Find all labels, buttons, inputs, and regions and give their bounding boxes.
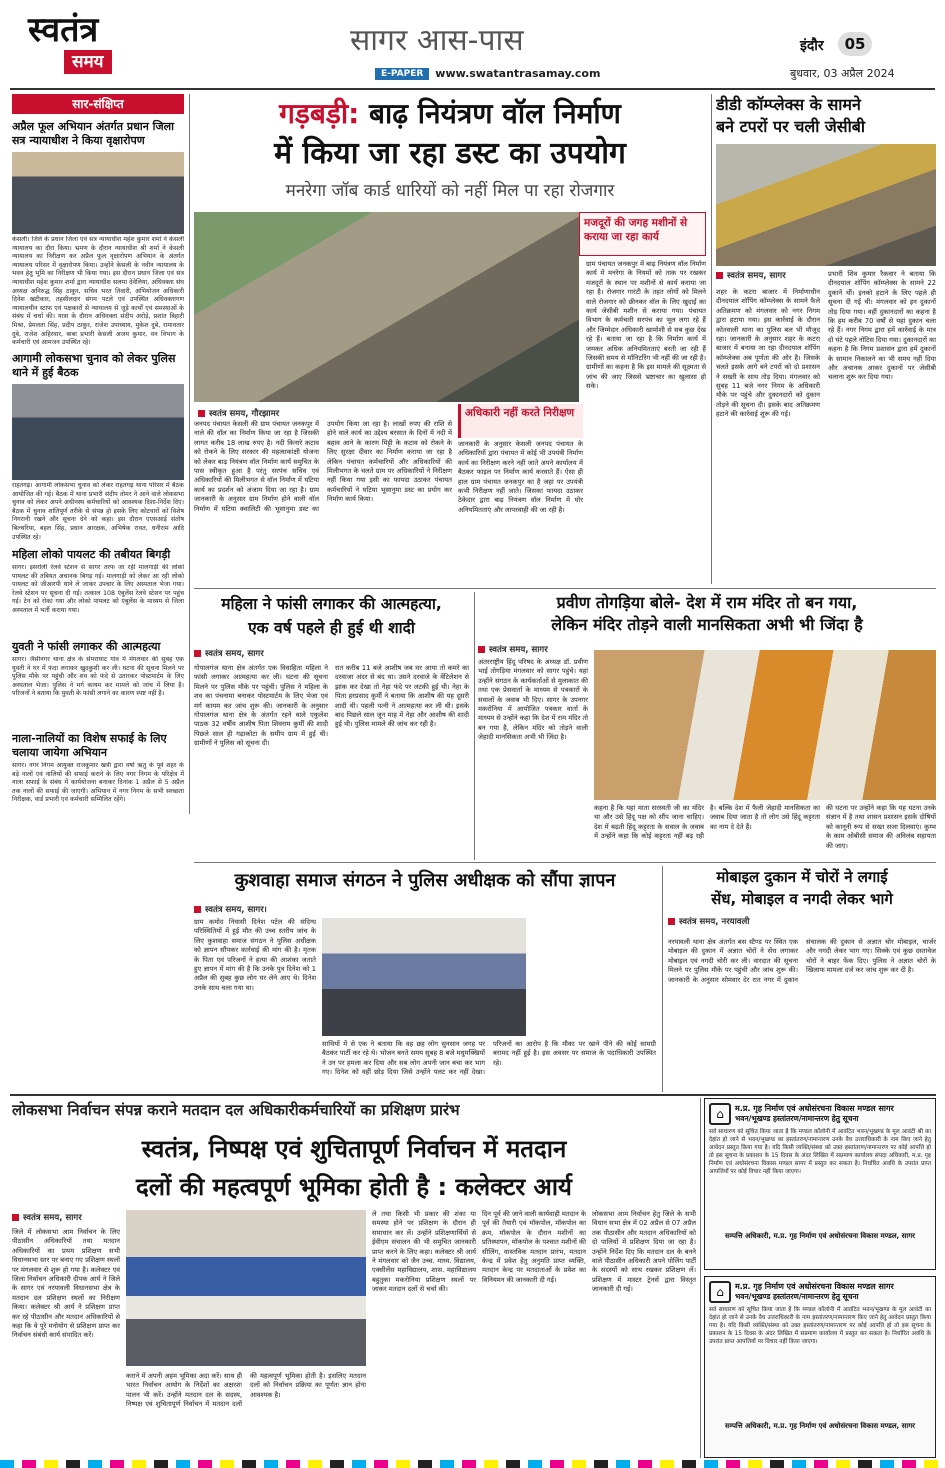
notice-2-title: म.प्र. गृह निर्माण एवं अधोसंरचना विकास मण्डल सागर	[735, 1282, 894, 1291]
jcb-headline-line2[interactable]: बने टपरों पर चली जेसीबी	[716, 117, 866, 136]
kushwaha-body-1: ग्राम कमोद निवासी दिनेश पटेल की संदिग्ध परिस्थितियों में हुई मौत की उच्च स्तरीय जांच के लिए कुशवाहा समाज संगठन ने पुलिस अधीक्षक को ज्ञापन सौंपकर कार्रवाई की मांग की है। मृतक के पिता एवं परिजनों ने हत्या की आशंका जताते हुए ज्ञापन में मांग की है कि उनके पुत्र दिनेश को 1 अप्रैल की सुबह कुछ लोग घर लेने आए थे। दिनेश उनके साथ चला गया था।	[194, 918, 316, 992]
mobile-headline-line2[interactable]: सेंध, मोबाइल व नगदी लेकर भागे	[711, 890, 893, 908]
kushwaha-byline	[194, 904, 656, 915]
notice-1-subtitle: भवन/भूखण्ड हस्तांतरण/नामान्तरण हेतु सूचना	[735, 1114, 859, 1123]
election-body-3: ले तथा किसी भी प्रकार की शंका या समस्या होने पर प्रशिक्षण के दौरान ही समाधान कर लें। उन्होंने प्रशिक्षणार्थियों से ईवीएम संचालन की भी समुचित जानकारी प्राप्त करने के लिए कहा। कलेक्टर श्री आर्य ने मंगलवार को जैन उच्च. माध्य. विद्यालय, एक्सीलेंस महाविद्यालय, शास. महाविद्यालय बहुतुका मकरोनिया प्रशिक्षण स्थलों पर जाकर मतदान दलों से चर्चा की।	[372, 1210, 476, 1294]
lead-body-2: जानकारी के अनुसार केसली जनपद पंचायत के अधिकारियों द्वारा पंचायत में कोई भी उपयंत्री निर्माण कार्य का निरीक्षण करने नहीं जाते अपने कार्यालय में बैठकर फाइल पर निर्माण कार्य करवाते हैं। ऐसा ही हाल ग्राम पंचायत जनकपुर का है जहां पर उपयंत्री कभी निरीक्षण नहीं जाते। जिसका फायदा उठाकर ठेकेदार द्वारा बाढ़ नियंत्रण वॉल निर्माण में घोर अनियमितताएं और लापरवाही की जा रही है।	[458, 440, 583, 514]
notice-1-signature: सम्पत्ति अधिकारी, म.प्र. गृह निर्माण एवं अधोसंरचना विकास मण्डल, सागर	[724, 1232, 916, 1240]
mobile-story	[668, 866, 936, 1090]
suicide-headline-line1[interactable]: महिला ने फांसी लगाकर की आत्महत्या,	[221, 595, 442, 613]
notice-2	[704, 1276, 936, 1458]
police-meeting-photo	[12, 384, 184, 480]
suicide-story	[194, 592, 469, 858]
sidebar-item-4-headline[interactable]: युवती ने फांसी लगाकर की आत्महत्या	[12, 640, 161, 653]
togadia-photo	[594, 650, 936, 800]
lead-headline-text1: बाढ़ नियंत्रण वॉल निर्माण	[369, 97, 621, 130]
masthead	[0, 0, 945, 88]
notice-2-subtitle: भवन/भूखण्ड हस्तांतरण/नामान्तरण हेतु सूचना	[735, 1292, 859, 1301]
lead-body-3: ग्राम पंचायत जनकपुर में बाढ़ नियंत्रण वॉल निर्माण कार्य में मनरेगा के नियमों को ताक पर रखकर मजदूरों के स्थान पर मशीनों से कार्य कराया जा रहा है। रोजगार गारंटी के तहत लोगों को मिलने वाले रोजगार को छीनकर वॉल के लिए खुदाई का कार्य जेसीबी मशीन से कराया गया। पंचायत विभाग के कर्मचारी सरपंच का भूल लगा रहे हैं और जिम्मेदार अधिकारी खामोशी से सब कुछ देख रहे हैं। बताया जा रहा है कि निर्माण कार्य में जमकर अधिक अनियमितताएं बरती जा रही हैं जिसकी समय से मॉनिटरिंग भी नहीं की जा रही है। ग्रामीणों का कहना है कि इस मामले की सूक्ष्मता से जांच की जाए जिससे भ्रष्टाचार का खुलासा हो सके।	[586, 260, 706, 391]
togadia-body-2: कहना है कि यहां माता सरस्वती जी का मंदिर था और उसे हिंदू पक्ष को सौंप जाना चाहिए। देश में बढ़ती हिंदू कट्टरता के सवाल के जवाब में उन्होंने कहा कि कोई कट्टरता नहीं बढ़ रही है। बल्कि देश में फैली जेहादी मानसिकता का जवाब दिया जाता है तो लोग उसे हिंदू कट्टरता का नाम दे देते हैं।	[594, 804, 820, 841]
election-headline-line1[interactable]: स्वतंत्र, निष्पक्ष एवं शुचितापूर्ण निर्वाचन में मतदान	[141, 1135, 567, 1163]
jcb-headline-line1[interactable]: डीडी कॉम्प्लेक्स के सामने	[716, 95, 861, 114]
sidebar-divider	[189, 94, 190, 814]
notices-divider	[700, 1098, 701, 1458]
lead-story	[194, 94, 706, 584]
kushwaha-byline-text: स्वतंत्र समय, सागर।	[205, 905, 267, 915]
sidebar-item-1-body: केसली। जिले के प्रधान जिला एवं सत्र न्यायाधीश महेश कुमार शर्मा ने केसली न्यायालय का दौरा किया। भ्रमण के दौरान न्यायाधीश श्री शर्मा ने केसली न्यायालय का निरीक्षण कर अप्रैल फूल वृक्षारोपण अभियान के अंतर्गत न्यायालय परिसर में वृक्षारोपण किया। उन्होंने केसली के नवीन न्यायालय के भवन हेतु भूमि का निरीक्षण भी किया गया। इस दौरान प्रधान जिला एवं सत्र न्यायाधीश महेश कुमार शर्मा द्वारा न्यायाधीश सलमा देवेलिया, अधिवक्ता संघ अध्यक्ष अनिरुद्ध सिंह ठाकुर, सचिव भरत तिवारी, अभियोजन अधिकारी दिनेश खटीकार, तहसीलदार संगम पटले एवं उपस्थित अधिवक्तागण न्यायालयीन स्टाफ एवं पक्षकारों से न्यायालय से जुड़े कार्यों एवं समस्याओं के संबंध में चर्चा की। यात्रा के दौरान अधिवक्ता संदीप अरोड़े, प्रशांत बिहारी मिश्रा, प्रेमलता सिंह, प्रदीप ठाकुर, राजेश उपाध्याय, मुकेश दुबे, रामावतार दुबे, राजेश अहिरवार, बाबा प्रभारी केसली अजय कुमार, वन विभाग के कर्मचारी एवं आमजन उपस्थित रहे।	[12, 236, 184, 346]
jcb-story	[716, 94, 936, 584]
date-line: बुधवार, 03 अप्रैल 2024	[790, 67, 895, 80]
byline-marker-icon	[716, 272, 723, 279]
notice-2-body: सर्व साधारण को सूचित किया जाता है कि मण्डल कॉलोनी में आवंटित भवन/भूखण्ड के मूल आवंटी का देहांत हो जाने से उनके वैध उत्तराधिकारी के नाम हस्तांतरण/नामान्तरण किए जाने हेतु आवेदन प्रस्तुत किया गया है। यदि किसी व्यक्ति/संस्था को उक्त हस्तांतरण/नामान्तरण पर कोई आपत्ति हो तो इस सूचना के प्रकाशन के 15 दिवस के अंदर लिखित में सप्रमाण कार्यालय में प्रस्तुत कर सकता है। निर्धारित अवधि के उपरांत प्राप्त आपत्तियों पर विचार नहीं किया जाएगा।	[709, 1307, 931, 1345]
suicide-divider	[474, 592, 475, 860]
election-body-2: कराने में अपनी अहम भूमिका अदा करें। साथ ही भारत निर्वाचन आयोग के निर्देशों का अक्षरशः पालन भी करें। उन्होंने मतदान दल के सदस्य, निष्पक्ष एवं शुचितापूर्ण निर्वाचन में मतदान दलों की महत्वपूर्ण भूमिका होती है। इसलिए मतदान दलों को निर्वाचन प्रक्रिया का पूर्णतः ज्ञान होना आवश्यक है।	[126, 1372, 366, 1409]
sidebar	[12, 94, 184, 812]
kushwaha-headline[interactable]: कुशवाहा समाज संगठन ने पुलिस अधीक्षक को सौंपा ज्ञापन	[234, 870, 616, 891]
lead-kicker: गड़बड़ी:	[279, 97, 360, 130]
mobile-headline-line1[interactable]: मोबाइल दुकान में चोरों ने लगाई	[716, 868, 888, 886]
row-rule-2	[194, 862, 936, 863]
lead-headline-line1[interactable]	[194, 94, 706, 134]
togadia-body-3: की घटना पर उन्होंने कहा कि यह घटना उनके संज्ञान में है तथा शासन प्रशासन इसके दोषियों को कानूनी रूप से सख्त सजा दिलवाएं। कुम्भ के काम ओबीसी समाज की अविलंब सहायता की जाए।	[826, 804, 936, 850]
lead-photo	[194, 212, 579, 402]
togadia-headline-line1[interactable]: प्रवीण तोगड़िया बोले- देश में राम मंदिर तो बन गया,	[556, 593, 858, 612]
sidebar-item-3-headline[interactable]: महिला लोको पायलट की तबीयत बिगड़ी	[12, 548, 171, 561]
sidebar-header: सार-संक्षिप्त	[12, 94, 184, 114]
city-label: इंदौर	[800, 38, 824, 54]
byline-marker-icon	[478, 646, 485, 653]
suicide-headline-line2[interactable]: एक वर्ष पहले ही हुई थी शादी	[248, 619, 415, 637]
suicide-byline	[194, 648, 469, 659]
suicide-byline-text: स्वतंत्र समय, सागर	[205, 649, 264, 659]
byline-marker-icon	[12, 1214, 19, 1221]
election-kicker: लोकसभा निर्वाचन संपन्न कराने मतदान दल अधिकारीकर्मचारियों का प्रशिक्षण प्रारंभ	[12, 1101, 460, 1119]
page-number: 05	[838, 32, 872, 56]
kushwaha-divider	[662, 866, 663, 1092]
row-rule-1	[194, 588, 936, 589]
jcb-photo	[716, 144, 936, 266]
togadia-headline-line2[interactable]: लेकिन मंदिर तोड़ने वाली मानसिकता अभी भी जिंदा है	[551, 615, 863, 634]
notice-1-title: म.प्र. गृह निर्माण एवं अधोसंरचना विकास मण्डल सागर	[735, 1104, 894, 1113]
lead-byline	[198, 408, 279, 419]
notice-1	[704, 1098, 936, 1270]
logo-bottom-text: समय	[64, 50, 112, 74]
court-photo	[12, 152, 184, 234]
byline-marker-icon	[668, 918, 675, 925]
sidebar-item-4-body: सागर। जैसीनगर थाना क्षेत्र के सेमराघाट गांव में मंगलवार की सुबह एक युवती ने घर में फंदा लगाकर खुदकुशी कर ली। घटना की सूचना मिलने पर पुलिस मौके पर पहुंची और शव को फंदे से उतारकर पोस्टमार्टम के लिए अस्पताल भेजा। पुलिस ने मर्ग कायम कर मामले को जांच में लिया है। परिजनों ने बताया कि युवती के फांसी लगाने का कारण स्पष्ट नहीं है।	[12, 656, 184, 698]
togadia-byline-text: स्वतंत्र समय, सागर	[489, 645, 548, 655]
election-byline	[12, 1212, 82, 1223]
election-body-5: लोकसभा आम निर्वाचन हेतु जिले के सभी विधान सभा क्षेत्र में 02 अप्रैल से 07 अप्रैल तक पीठासीन और मतदान अधिकारियों को दो पालियों में प्रशिक्षण दिया जा रहा है। उन्होंने निर्देश दिए कि मतदान दल के बनने वाले पीठासीन अधिकारी अपने पोलिंग पार्टी के सदस्यों को साथ रखकर प्रशिक्षण लें। प्रशिक्षण में मास्टर ट्रेनर्स द्वारा विस्तृत जानकारी दी गई।	[592, 1210, 696, 1294]
byline-marker-icon	[194, 650, 201, 657]
togadia-story	[478, 592, 936, 858]
kushwaha-body-2: साथियों में से एक ने बताया कि वह छह लोग सुनसान जगह पर बैठकर पार्टी कर रहे थे। भोजन बनते समय सुबह 8 बजे मधुमक्खियों ने उन पर हमला कर दिया और सब लोग अपनी जान बचा कर भाग गए। दिनेश को वहीं छोड़ दिया जिसे उन्होंने पलट कर नहीं देखा। परिजनों का आरोप है कि मौका पर खाने पीने की कोई सामग्री बरामद नहीं हुई है। इस अवसर पर समाज के पदाधिकारी उपस्थित रहे।	[322, 1040, 656, 1077]
suicide-body-2: रात करीब 11 बजे आशीष जब घर आया तो कमरे का दरवाजा अंदर से बंद था। उसने दरवाजे के वेंटिलेशन से झांक कर देखा तो नेहा फंदे पर लटकी हुई थी। नेहा के पिता हरप्रसाद कुर्मी ने बताया कि आशीष की यह दूसरी शादी थी। पहली पत्नी ने आत्महत्या कर ली थी। इसके बाद पिछले साल जून माह में नेहा और आशीष की शादी हुई थी। पुलिस मामले की जांच कर रही है।	[335, 664, 469, 729]
election-photo	[126, 1210, 366, 1366]
epaper-label: E-PAPER	[375, 68, 429, 80]
sidebar-item-3-body: सागर। इसरोली रेलवे स्टेशन से सागर तरफ जा रही मालगाड़ी की लोको पायलट की तबियत अचानक बिगड़ गई। मालगाड़ी को लेकर आ रही लोको पायलट को जीआरपी थाने ले जाकर उपचार के लिए अस्पताल भेजा गया। रेलवे स्टेशन पर सूचना दी गई। तत्काल 108 एंबुलेंस रेलवे स्टेशन पर पहुंच गई। टेन को रोका गया और लोको पायलट को एंबुलेंस के माध्यम से जिला अस्पताल में भर्ती कराया गया।	[12, 564, 184, 614]
kushwaha-story	[194, 866, 656, 1090]
housing-board-logo-icon: ⌂	[709, 1281, 731, 1303]
masthead-rule	[10, 88, 935, 90]
byline-marker-icon	[198, 410, 205, 417]
lead-divider	[711, 94, 712, 584]
lead-headline-line2[interactable]: में किया जा रहा डस्ट का उपयोग	[274, 136, 626, 171]
website-link[interactable]: www.swatantrasamay.com	[435, 67, 601, 80]
notice-1-body: सर्व साधारण को सूचित किया जाता है कि मण्डल कॉलोनी में आवंटित भवन/भूखण्ड के मूल आवंटी श्री का देहांत हो जाने से भवन/भूखण्ड का हस्तांतरण/नामान्तरण उनके वैध उत्तराधिकारी के नाम किए जाने हेतु आवेदन प्रस्तुत किया गया है। यदि किसी व्यक्ति/संस्था को उक्त हस्तांतरण/नामान्तरण पर कोई आपत्ति हो तो इस सूचना के प्रकाशन के 15 दिवस के अंदर लिखित में सप्रमाण कार्यालय संपदा अधिकारी, म.प्र. गृह निर्माण एवं अधोसंरचना विकास मण्डल सागर में प्रस्तुत कर सकता है। निर्धारित अवधि के उपरांत प्राप्त आपत्तियों पर कोई विचार नहीं किया जाएगा।	[709, 1129, 931, 1175]
section-title: सागर आस-पास	[350, 23, 524, 58]
election-headline-line2[interactable]: दलों की महत्वपूर्ण भूमिका होती है : कलेक्टर आर्य	[136, 1173, 572, 1201]
jcb-body-1: शहर के कटरा बाजार में निर्माणाधीन दीनदयाल शॉपिंग कॉम्प्लेक्स के सामने फैले अतिक्रमण को मंगलवार को नगर निगम द्वारा हटाया गया। इस कार्रवाई के दौरान कोतवाली थाना का पुलिस बल भी मौजूद रहा। जानकारी के अनुसार शहर के कटरा बाजार में बनाया जा रहा दीनदयाल शॉपिंग कॉम्प्लेक्स अब पूर्णता की ओर है। जिसके चलते इसके आगे बने टपरों को दो प्रशासन ने सख्ती के साथ तोड़ दिया। मंगलवार को सुबह 11 बजे नगर निगम के अधिकारी मौके पर पहुंचे और दुकानदारों को दुकान तोड़ने की सूचना दी। इसके बाद अतिक्रमण हटाने की कार्रवाई शुरू की गई।	[716, 288, 820, 419]
kushwaha-photo	[322, 918, 526, 1036]
lead-byline-text: स्वतंत्र समय, गौरझामर	[209, 409, 280, 419]
epaper-bar	[375, 66, 765, 81]
election-body-4: दिन पूर्व की जाने वाली कार्यवाही मतदान के पूर्व की तैयारी एवं मॉकपोल, मॉकपोल का क्रम, मॉकपोल के दौरान मशीनों का प्रतिस्थापन, मॉकपोल के पश्चात मशीनों की सीलिंग, वास्तविक मतदान प्रारंभ, मतदान केन्द्र में प्रवेश हेतु अनुमति प्राप्त व्यक्ति, मतदान केन्द्र पर मतदाताओं के प्रवेश का विनियमन की जानकारी दी गई।	[482, 1210, 586, 1284]
election-story	[12, 1098, 696, 1458]
mobile-body: नरयावली थाना क्षेत्र अंतर्गत बस स्टैण्ड पर स्थित एक मोबाइल की दुकान में अज्ञात चोरों ने सेंध लगाकर मोबाइल एवं नगदी चोरी कर ली। वारदात की सूचना मिलने पर पुलिस मौके पर पहुंची और जांच शुरू की। जानकारी के अनुसार सोमवार देर रात नगर में दुकान संचालक की दुकान से अज्ञात चोर मोबाइल, चार्जर और नगदी लेकर भाग गए। सिक्के एवं कुछ दस्तावेज चोरों ने बाहर फेंक दिए। पुलिस ने अज्ञात चोरों के खिलाफ मामला दर्ज कर जांच शुरू कर दी है।	[668, 938, 936, 984]
lead-body-1: जनपद पंचायत केसली की ग्राम पंचायत जनकपुर में नाले की वॉल का निर्माण किया जा रहा है जिसकी लागत करीब 18 लाख रुपए है। नदी किनारे कटाव को रोकने के लिए सरकार की महत्वाकांक्षी योजना को लेकर बाढ़ नियंत्रण वॉल निर्माण कार्य समुचित के पास स्वीकृत हुआ है परंतु सरपंच सचिव एवं अधिकारियों की मिलीभगत से वॉल निर्माण में घटिया कार्य का प्रदर्शन को अंजाम दिया जा रहा है। ग्राम जानकारी के अनुसार ग्राम निर्माण होने वाली वॉल निर्माण में घटिया क्वालिटी की भूसानुमा डस्ट का उपयोग किया जा रहा है। लाखों रुपए की राशि से होने वाले कार्य का उद्देश्य बरसात के दिनों में नदी में बहाव आने के कारण मिट्टी के कटाव को रोकने के लिए सुरक्षा दीवार का निर्माण कराया जा रहा है लेकिन पंचायत कर्मचारियों और अधिकारियों की मिलीभगत के चलते ग्राम पर अधिकारियों ने निरीक्षण नहीं किया गया इसी का फायदा उठाकर पंचायत कर्मचारियों ने घटिया भूसानुमा डस्ट का प्रयोग कर निर्माण कार्य किया।	[194, 420, 452, 513]
lead-photo-caption: मजदूरों की जगह मशीनों से कराया जा रहा कार्य	[579, 212, 706, 256]
row-rule-3	[10, 1094, 936, 1096]
byline-marker-icon	[194, 906, 201, 913]
sidebar-item-2-headline[interactable]: आगामी लोकसभा चुनाव को लेकर पुलिस थाने में हुई बैठक	[12, 352, 176, 379]
notice-2-signature: सम्पत्ति अधिकारी, म.प्र. गृह निर्माण एवं अधोसंरचना विकास मण्डल, सागर	[724, 1422, 916, 1430]
jcb-byline-text: स्वतंत्र समय, सागर	[727, 271, 786, 281]
lead-subhead: मनरेगा जॉब कार्ड धारियों को नहीं मिल पा रहा रोजगार	[285, 181, 615, 201]
logo[interactable]	[28, 10, 138, 80]
lead-side-box-title: अधिकारी नहीं करते निरीक्षण	[458, 404, 583, 438]
jcb-body-2: प्रभारी शिव कुमार रैकवार ने बताया कि दीनदयाल शॉपिंग कॉम्प्लेक्स के सामने 22 दुकानें थीं। इनको हटाने के लिए पहले ही सूचना दी गई थी। मंगलवार को इन दुकानों तोड़ दिया गया। वहीं दुकानदारों का कहना है कि हम करीब 70 वर्षों से यहां दुकान चला रहे हैं। नगर निगम द्वारा हमें कार्रवाई के मात्र दो घंटे पहले नोटिस दिया गया। दुकानदारों का कहना है कि निगम प्रशासन द्वारा हमें दुकानों के सामान निकालने का भी समय नहीं दिया और अचानक आकर दुकानों पर जेसीबी चलाना शुरू कर दिया गया।	[828, 270, 936, 382]
housing-board-logo-icon: ⌂	[709, 1103, 731, 1125]
suicide-body-1: गोपालगंज थाना क्षेत्र अंतर्गत एक विवाहिता महिला ने फांसी लगाकर आत्महत्या कर ली। घटना की सूचना मिलने पर पुलिस मौके पर पहुंची। पुलिस ने महिला के शव का पंचनामा बनाकर पोस्टमार्टम के लिए भेजा एवं मर्ग कायम कर जांच शुरू की। जानकारी के अनुसार गोपालगंज थाना क्षेत्र के अंतर्गत रहने वाले एकुलेश पाठक 32 वर्षीय आशीष पिता शिवराम कुर्मी की शादी पिछले साल ही गढ़ाकोटा के समीप ग्राम में हुई थी। ग्रामीणों ने पुलिस को सूचना दी।	[194, 664, 328, 748]
mobile-byline	[668, 916, 936, 927]
election-body-1: जिले में लोकसभा आम निर्वाचन के लिए पीठासीन अधिकारियों तथा मतदान अधिकारियों का प्रथम प्रशिक्षण सभी विधानसभा स्तर पर बनाए गए प्रशिक्षण स्थलों पर मंगलवार से शुरू हो गया है। कलेक्टर एवं जिला निर्वाचन अधिकारी दीपक आर्य ने जिले के सागर एवं नरयावली विधानसभा क्षेत्र के मतदान दल प्रशिक्षण स्थलों का निरीक्षण किया। कलेक्टर श्री आर्य ने प्रशिक्षण प्राप्त कर रहे पीठासीन और मतदान अधिकारियों से कहा कि वे पूरे मनोयोग से प्रशिक्षण प्राप्त कर निर्वाचन संबंधी कार्य संपादित करें।	[12, 1228, 120, 1340]
sidebar-item-5-body: सागर। नगर निगम आयुक्त राजकुमार खत्री द्वारा वर्षा ऋतु के पूर्व शहर के बड़े नालों एवं नालियों की सफाई कराने के लिए नगर निगम के परिक्षेत्र में नाला सफाई के संबंध में कार्ययोजना बनाकर दिनांक 1 अप्रैल से 5 अप्रैल तक नालों की सफाई की जाएगी। अभियान में नगर निगम के सभी स्वच्छता निरीक्षक, वार्ड प्रभारी एवं कर्मचारी सम्मिलित रहेंगे।	[12, 762, 184, 804]
togadia-body-1: अंतरराष्ट्रीय हिंदू परिषद के अध्यक्ष डॉ. प्रवीण भाई तोगड़िया मंगलवार को सागर पहुंचे। यहां उन्होंने संगठन के कार्यकर्ताओं से मुलाकात की तथा एक प्रेसवार्ता के माध्यम से पत्रकारों के सवालों के जवाब भी दिए। सागर के उपनगर मकरोनिया में आयोजित पत्रकार वार्ता के माध्यम से उन्होंने कहा कि देश में राम मंदिर तो बन गया है, लेकिन मंदिर को तोड़ने वाली जेहादी मानसिकता अभी भी जिंदा है।	[478, 658, 588, 742]
sidebar-item-1-headline[interactable]: अप्रैल फूल अभियान अंतर्गत प्रधान जिला सत्र न्यायाधीश ने किया वृक्षारोपण	[12, 120, 174, 147]
sidebar-item-2-body: राहतगढ़। आगामी लोकसभा चुनाव को लेकर राहतगढ़ थाना परिसर में बैठक आयोजित की गई। बैठक में थाना प्रभारी संदीप तोमर ने आने वाले लोकसभा चुनाव को लेकर अपने अधीनस्थ कर्मचारियों को आवश्यक दिशा-निर्देश दिए। बैठक में चुनाव शांतिपूर्ण तरीके से संपन्न हो इसके लिए कोटवारों को विशेष निगरानी रखने और सूचना देने को कहा। इस दौरान एएसआई संतोष बिल्थरिया, बहल सिंह, प्रधान आरक्षक, अभिषेक रावत, धनीराम आदि उपस्थित रहे।	[12, 482, 184, 541]
sidebar-item-5-headline[interactable]: नाला-नालियों का विशेष सफाई के लिए चलाया जायेगा अभियान	[12, 732, 167, 759]
mobile-byline-text: स्वतंत्र समय, नरयावली	[679, 917, 750, 927]
election-byline-text: स्वतंत्र समय, सागर	[23, 1213, 82, 1223]
registration-marks	[0, 1460, 945, 1468]
jcb-byline	[716, 270, 820, 281]
logo-top-text: स्वतंत्र	[28, 10, 99, 50]
